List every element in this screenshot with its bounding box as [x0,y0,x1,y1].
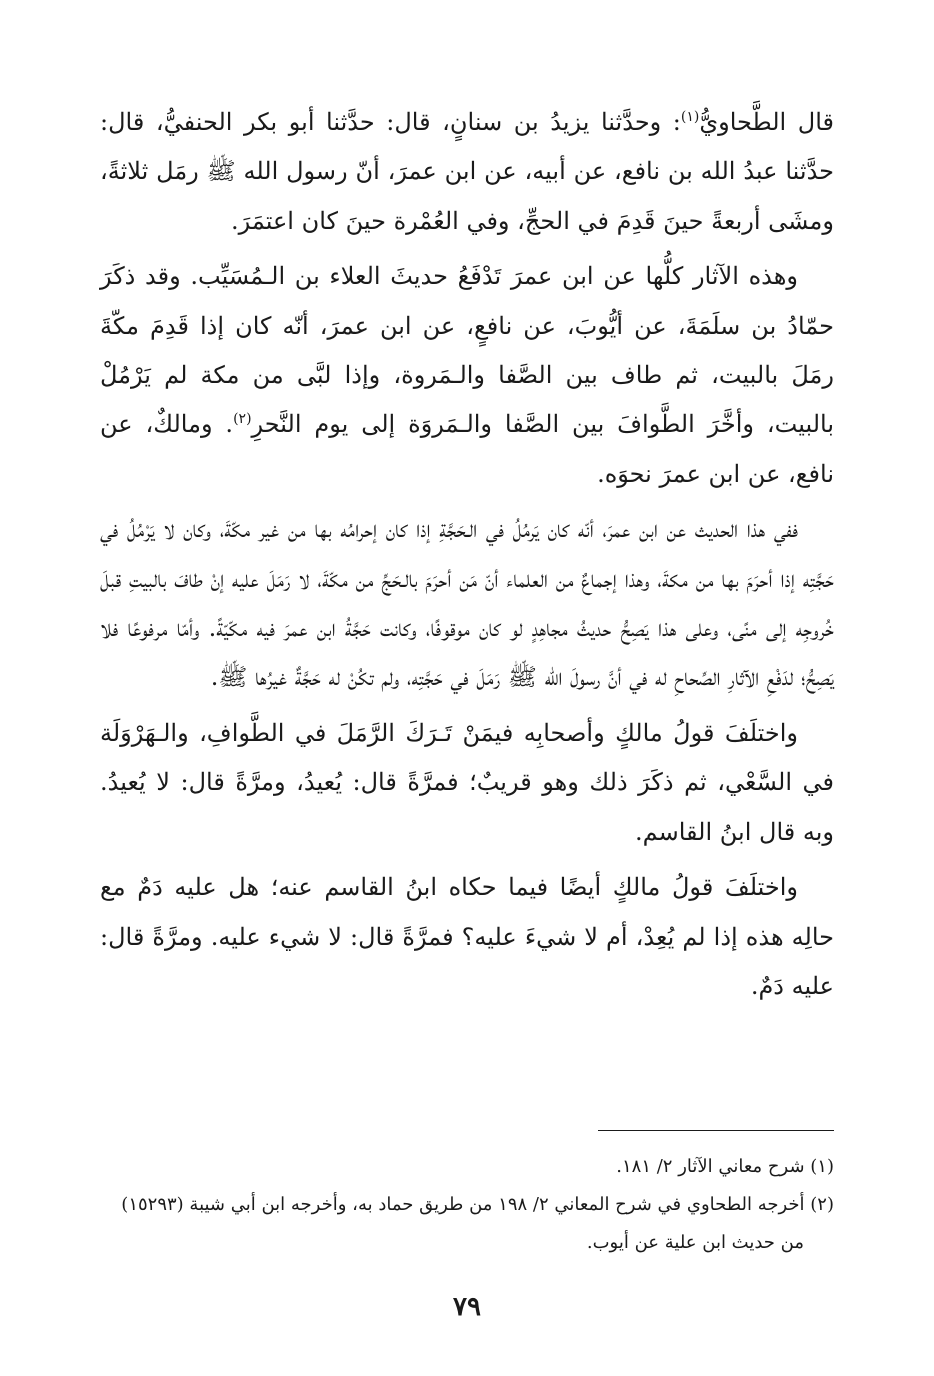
paragraph-3: ففي هذا الحديث عن ابن عمرَ، أنّه كان يَرمُلُ في الـحَجَّةِ إذا كان إحرامُه بها من غير مكّةَ، وكان لا يَرْمُلُ في حَجَّتِه إذا أحرَمَ بها من مكةَ، وهذا إجماعٌ من العلماء أنّ مَن أحرَمَ بالـحَجِّ من مكّةَ، لا رَمَلَ عليه إنْ طافَ بالبيتِ قبلَ خُروجِه إلى منًى، وعلى هذا يَصِحُّ حديثُ مجاهِدٍ لو كان موقوفًا، وكانت حَجَّةُ ابن عمرَ فيه مكّيّةً. وأمّا مرفوعًا فلا يَصِحُّ؛ لدَفْعِ الآثارِ الصِّحاحِ له في أنَّ رسولَ الله ﷺ رَمَلَ في حَجَّتِه، ولم تكُنْ له حَجَّةٌ غيرُها ﷺ. [100,515,835,692]
footnote-2-continuation: من حديث ابن علية عن أيوب. [586,1232,804,1253]
paragraph-text: : وحدَّثنا يزيدُ بن سنانٍ، قال: حدَّثنا أبو بكر الحنفيُّ، قال: حدَّثنا عبدُ الله بن نافع، عن أبيه، عن ابن عمرَ، أنّ رسول الله ﷺ رمَل ثلاثةً، ومشَى أربعةً حينَ قَدِمَ في الحجِّ، وفي العُمْرة حينَ كان اعتمَرَ. [100,108,834,235]
paragraph-1 [100,98,834,246]
paragraph-2 [100,252,834,499]
paragraph-text: . ومالكٌ، عن نافع، عن ابن عمرَ نحوَه. [100,410,834,488]
paragraph-5: واختلَفَ قولُ مالكٍ أيضًا فيما حكاه ابنُ القاسم عنه؛ هل عليه دَمٌ مع حالِه هذه إذا لم يُعِدْ، أم لا شيءَ عليه؟ فمرَّةً قال: لا شيء عليه. ومرَّةً قال: عليه دَمٌ. [100,873,834,1000]
main-text [100,98,834,1011]
paragraph-text: قال الطَّحاويُّ [699,108,834,136]
footnote-separator [598,1130,834,1131]
paragraph-text: وهذه الآثار كلُّها عن ابن عمرَ تَدْفَعُ حديثَ العلاء بن الـمُسَيِّب. وقد ذكَرَ حمّادُ بن سلَمَةَ، عن أيُّوبَ، عن نافعٍ، عن ابن عمرَ، أنّه كان إذا قَدِمَ مكّةَ رمَلَ بالبيت، ثم طاف بين الصَّفا والـمَروة، وإذا لبَّى من مكة لم يَرْمُلْ بالبيت، وأخَّرَ الطَّوافَ بين الصَّفا والـمَروَة إلى يوم النَّحرِ [100,262,835,439]
footnote-reference-1[interactable]: (١) [680,109,700,125]
page-number: ٧٩ [453,1292,481,1322]
footnotes [96,1148,834,1262]
paragraph-4: واختلَفَ قولُ مالكٍ وأصحابِه فيمَنْ تَـرَكَ الرَّمَلَ في الطَّوافِ، والـهَرْوَلَة في السَّعْي، ثم ذكَرَ ذلك وهو قريبٌ؛ فمرَّةً قال: يُعيدُ، ومرَّةً قال: لا يُعيدُ. وبه قال ابنُ القاسم. [100,718,834,846]
footnote-2: (٢) أخرجه الطحاوي في شرح المعاني ٢/ ١٩٨ من طريق حماد به، وأخرجه ابن أبي شيبة (١٥٢٩٣) [121,1194,834,1215]
footnote-1: (١) شرح معاني الآثار ٢/ ١٨١. [616,1156,834,1177]
footnote-reference-2[interactable]: (٢) [233,411,252,428]
